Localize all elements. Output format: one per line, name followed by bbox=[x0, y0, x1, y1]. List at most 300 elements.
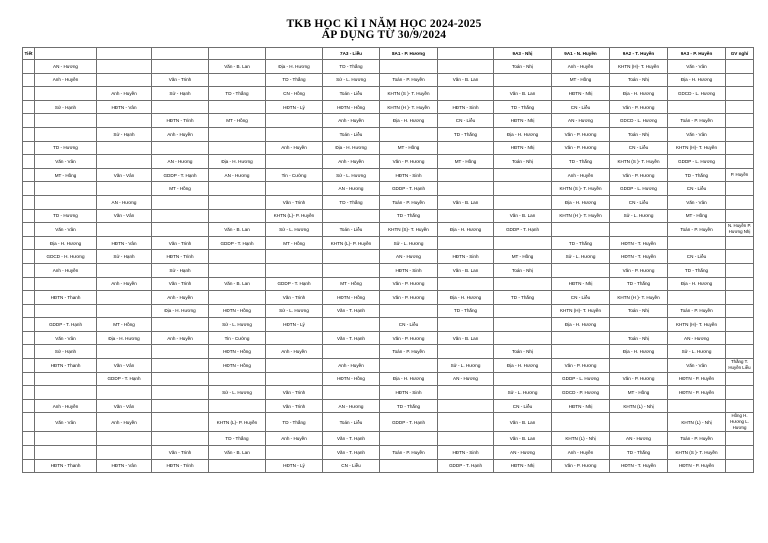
schedule-cell bbox=[23, 263, 35, 277]
schedule-cell: Văn - P. Hương bbox=[380, 277, 438, 291]
schedule-cell bbox=[35, 432, 97, 446]
schedule-cell bbox=[610, 413, 668, 432]
schedule-cell: Toán - Nhị bbox=[610, 73, 668, 87]
absent-teacher-cell: P. Huyền bbox=[726, 168, 754, 182]
schedule-cell: Văn - P. Hương bbox=[380, 331, 438, 345]
schedule-cell: HĐTN - Lý bbox=[266, 318, 323, 332]
schedule-cell bbox=[323, 209, 380, 223]
schedule-cell: GDCD - L. Hương bbox=[668, 87, 726, 101]
table-header-cell bbox=[438, 48, 494, 60]
schedule-cell: Văn - P. Hương bbox=[552, 359, 610, 373]
schedule-cell bbox=[552, 263, 610, 277]
schedule-cell: HĐTN - Hồng bbox=[209, 345, 266, 359]
schedule-cell bbox=[438, 168, 494, 182]
schedule-cell bbox=[438, 399, 494, 413]
schedule-cell: TD - Thắng bbox=[438, 304, 494, 318]
schedule-cell: MT - Hồng bbox=[552, 73, 610, 87]
schedule-cell bbox=[494, 372, 552, 386]
schedule-cell bbox=[97, 73, 152, 87]
schedule-cell bbox=[23, 60, 35, 74]
schedule-cell: MT - Hồng bbox=[438, 155, 494, 169]
schedule-cell bbox=[23, 168, 35, 182]
schedule-cell: HĐTN - Thanh bbox=[35, 459, 97, 473]
schedule-cell: GDDP - T. Hạnh bbox=[97, 372, 152, 386]
schedule-cell bbox=[494, 182, 552, 196]
absent-teacher-cell bbox=[726, 372, 754, 386]
schedule-cell: Văn - Vân bbox=[668, 195, 726, 209]
schedule-cell: Toán - Nhị bbox=[494, 60, 552, 74]
schedule-cell bbox=[610, 223, 668, 237]
table-header-cell: 9A3 - P. Huyền bbox=[668, 48, 726, 60]
schedule-cell: GDDP - T. Hạnh bbox=[152, 168, 209, 182]
schedule-cell bbox=[323, 263, 380, 277]
schedule-cell: Sử - Hạnh bbox=[152, 263, 209, 277]
schedule-cell bbox=[97, 114, 152, 128]
schedule-cell: Văn - P. Hương bbox=[380, 155, 438, 169]
absent-teacher-cell: Hồng H. Hương L. Hương bbox=[726, 413, 754, 432]
table-row bbox=[23, 291, 754, 305]
schedule-cell bbox=[23, 291, 35, 305]
schedule-cell: Toán - Nhị bbox=[610, 304, 668, 318]
schedule-cell bbox=[23, 223, 35, 237]
schedule-cell bbox=[266, 155, 323, 169]
schedule-cell bbox=[610, 318, 668, 332]
schedule-cell bbox=[323, 345, 380, 359]
schedule-cell bbox=[35, 127, 97, 141]
schedule-cell: Văn - T. Hạnh bbox=[323, 304, 380, 318]
schedule-cell: Anh - Huyền bbox=[323, 359, 380, 373]
schedule-cell bbox=[380, 459, 438, 473]
document-title: TKB HỌC KÌ I NĂM HỌC 2024-2025 bbox=[286, 18, 482, 30]
absent-teacher-cell bbox=[726, 318, 754, 332]
schedule-cell bbox=[494, 73, 552, 87]
schedule-cell: Anh - Huyền bbox=[552, 60, 610, 74]
schedule-cell: HĐTN - Trinh bbox=[152, 250, 209, 264]
schedule-cell: MT - Hồng bbox=[266, 236, 323, 250]
schedule-cell: HĐTN - Nhị bbox=[552, 87, 610, 101]
schedule-cell: TD - Thắng bbox=[552, 155, 610, 169]
absent-teacher-cell bbox=[726, 127, 754, 141]
schedule-cell: CN - Liễu bbox=[438, 114, 494, 128]
schedule-cell bbox=[209, 291, 266, 305]
schedule-cell: Văn - Vân bbox=[97, 209, 152, 223]
schedule-cell bbox=[438, 209, 494, 223]
table-header-cell: 9A3 - Nhị bbox=[494, 48, 552, 60]
schedule-cell: Văn - B. Lan bbox=[438, 73, 494, 87]
table-row bbox=[23, 318, 754, 332]
schedule-cell: Văn - B. Lan bbox=[494, 87, 552, 101]
schedule-cell: Văn - P. Hương bbox=[552, 141, 610, 155]
schedule-cell: AN - Hương bbox=[209, 168, 266, 182]
schedule-cell: Văn - B. Lan bbox=[209, 223, 266, 237]
schedule-cell bbox=[380, 359, 438, 373]
schedule-cell: CN - Liễu bbox=[610, 141, 668, 155]
table-header-row bbox=[23, 48, 754, 60]
schedule-cell: HĐTN - P. Huyền bbox=[668, 372, 726, 386]
schedule-cell bbox=[97, 291, 152, 305]
schedule-cell: CN - Hồng bbox=[266, 87, 323, 101]
schedule-cell bbox=[35, 304, 97, 318]
schedule-cell: Văn - P. Hương bbox=[610, 263, 668, 277]
schedule-cell: KHTN (L)- P. Huyền bbox=[266, 209, 323, 223]
schedule-cell: Toán - Liễu bbox=[323, 87, 380, 101]
schedule-cell: TD - Hương bbox=[35, 141, 97, 155]
schedule-cell: GDCD - H. Hương bbox=[35, 250, 97, 264]
schedule-cell: TD - Thắng bbox=[494, 291, 552, 305]
absent-teacher-cell: Thắng T. Huyền Liễu bbox=[726, 359, 754, 373]
schedule-cell: Anh - Huyền bbox=[266, 345, 323, 359]
schedule-cell: KHTN (L) - Nhị bbox=[552, 432, 610, 446]
schedule-cell: Văn - Vân bbox=[35, 413, 97, 432]
schedule-cell: Anh - Huyền bbox=[552, 446, 610, 460]
schedule-cell: KHTN (L)- P. Huyền bbox=[209, 413, 266, 432]
table-row bbox=[23, 359, 754, 373]
schedule-cell bbox=[23, 277, 35, 291]
schedule-cell bbox=[209, 372, 266, 386]
absent-teacher-cell bbox=[726, 399, 754, 413]
absent-teacher-cell: N. Huyền P. Hương Nhị bbox=[726, 223, 754, 237]
schedule-cell: Văn - Trinh bbox=[152, 236, 209, 250]
schedule-cell: AN - Hương bbox=[494, 446, 552, 460]
schedule-cell: Văn - Vân bbox=[97, 359, 152, 373]
schedule-cell: Anh - Huyền bbox=[152, 291, 209, 305]
absent-teacher-cell bbox=[726, 345, 754, 359]
schedule-cell: MT - Hồng bbox=[97, 318, 152, 332]
schedule-cell bbox=[323, 250, 380, 264]
schedule-cell: Sử - L. Hương bbox=[266, 304, 323, 318]
schedule-cell: MT - Hồng bbox=[209, 114, 266, 128]
schedule-cell bbox=[209, 127, 266, 141]
table-row bbox=[23, 155, 754, 169]
schedule-cell: CN - Liễu bbox=[494, 399, 552, 413]
table-header-cell bbox=[152, 48, 209, 60]
schedule-cell: AN - Hương bbox=[610, 432, 668, 446]
schedule-cell bbox=[35, 182, 97, 196]
schedule-cell: Văn - B. Lan bbox=[494, 432, 552, 446]
schedule-cell bbox=[152, 432, 209, 446]
table-header-cell: 8A1 - P. Hương bbox=[380, 48, 438, 60]
schedule-cell: GDDP - T. Hạnh bbox=[494, 223, 552, 237]
schedule-cell bbox=[266, 359, 323, 373]
schedule-cell: Văn - P. Hương bbox=[552, 127, 610, 141]
schedule-cell bbox=[266, 263, 323, 277]
schedule-cell bbox=[552, 331, 610, 345]
schedule-cell bbox=[323, 318, 380, 332]
schedule-cell: KHTN (H)- T. Huyền bbox=[668, 141, 726, 155]
schedule-cell: HĐTN - Nhị bbox=[552, 399, 610, 413]
schedule-cell bbox=[438, 277, 494, 291]
schedule-cell: Địa - H. Hương bbox=[438, 291, 494, 305]
absent-teacher-cell bbox=[726, 87, 754, 101]
absent-teacher-cell bbox=[726, 100, 754, 114]
schedule-cell: HĐTN - Sinh bbox=[380, 168, 438, 182]
schedule-cell: Anh - Huyền bbox=[35, 399, 97, 413]
schedule-cell: Sử - L. Hương bbox=[209, 318, 266, 332]
schedule-cell: Văn - Vân bbox=[35, 223, 97, 237]
schedule-cell bbox=[35, 114, 97, 128]
schedule-cell: HĐTN - Vân bbox=[97, 459, 152, 473]
schedule-cell bbox=[152, 195, 209, 209]
absent-teacher-cell bbox=[726, 331, 754, 345]
absent-teacher-cell bbox=[726, 236, 754, 250]
schedule-cell bbox=[209, 141, 266, 155]
schedule-cell: Toán - Nhị bbox=[494, 155, 552, 169]
schedule-cell: AN - Hương bbox=[97, 195, 152, 209]
table-row bbox=[23, 277, 754, 291]
schedule-cell bbox=[438, 182, 494, 196]
schedule-cell: Văn - B. Lan bbox=[209, 277, 266, 291]
schedule-cell: Sử - L. Hương bbox=[610, 209, 668, 223]
schedule-cell: HĐTN - P. Huyền bbox=[668, 386, 726, 400]
schedule-cell: AN - Hương bbox=[152, 155, 209, 169]
schedule-cell: MT - Hồng bbox=[380, 141, 438, 155]
schedule-cell: HĐTN - Hồng bbox=[323, 291, 380, 305]
schedule-cell: HĐTN - T. Huyền bbox=[610, 236, 668, 250]
schedule-cell: Toán - Nhị bbox=[610, 331, 668, 345]
table-row bbox=[23, 372, 754, 386]
schedule-cell: HĐTN - P. Huyền bbox=[668, 459, 726, 473]
schedule-cell: Văn - P. Hương bbox=[610, 372, 668, 386]
schedule-cell bbox=[23, 399, 35, 413]
schedule-cell bbox=[438, 87, 494, 101]
schedule-cell bbox=[97, 223, 152, 237]
schedule-cell bbox=[209, 195, 266, 209]
table-row bbox=[23, 345, 754, 359]
schedule-cell: KHTN (S )- T. Huyền bbox=[552, 182, 610, 196]
schedule-cell: HĐTN - Nhị bbox=[494, 114, 552, 128]
schedule-cell: Anh - Huyền bbox=[266, 141, 323, 155]
schedule-cell bbox=[35, 277, 97, 291]
schedule-cell: Văn - B. Lan bbox=[438, 331, 494, 345]
schedule-cell bbox=[152, 223, 209, 237]
schedule-cell: Sử - L. Hương bbox=[323, 73, 380, 87]
schedule-cell: Sử - L. Hương bbox=[266, 223, 323, 237]
schedule-cell: TD - Hương bbox=[35, 209, 97, 223]
schedule-cell bbox=[35, 386, 97, 400]
schedule-cell: Văn - Trinh bbox=[152, 446, 209, 460]
schedule-cell: Toán - Nhị bbox=[494, 345, 552, 359]
schedule-cell: GDDP - T. Hạnh bbox=[35, 318, 97, 332]
schedule-cell: Toán - Liễu bbox=[323, 127, 380, 141]
schedule-cell bbox=[97, 60, 152, 74]
table-row bbox=[23, 263, 754, 277]
schedule-cell: GDDP - L. Hương bbox=[610, 182, 668, 196]
schedule-cell: Văn - P. Hương bbox=[610, 168, 668, 182]
table-row bbox=[23, 182, 754, 196]
schedule-cell bbox=[209, 399, 266, 413]
table-row bbox=[23, 399, 754, 413]
absent-teacher-cell bbox=[726, 432, 754, 446]
schedule-cell: TD - Thắng bbox=[668, 168, 726, 182]
schedule-cell bbox=[35, 372, 97, 386]
schedule-cell: HĐTN - Sinh bbox=[438, 100, 494, 114]
table-header-cell: 9A2 - T. Huyền bbox=[610, 48, 668, 60]
schedule-cell bbox=[97, 432, 152, 446]
schedule-cell: HĐTN - Nhị bbox=[552, 277, 610, 291]
schedule-cell: GDDP - T. Hạnh bbox=[380, 182, 438, 196]
schedule-cell: KHTN (L) - Nhị bbox=[668, 413, 726, 432]
schedule-cell bbox=[97, 141, 152, 155]
schedule-cell: Toán - P. Huyền bbox=[668, 304, 726, 318]
table-row bbox=[23, 236, 754, 250]
schedule-cell: Anh - Huyền bbox=[552, 168, 610, 182]
schedule-cell: Địa - H. Hương bbox=[552, 195, 610, 209]
absent-teacher-cell bbox=[726, 446, 754, 460]
schedule-cell: Anh - Huyền bbox=[323, 155, 380, 169]
schedule-cell: AN - Hương bbox=[323, 399, 380, 413]
schedule-cell bbox=[380, 432, 438, 446]
schedule-cell: Anh - Huyền bbox=[35, 73, 97, 87]
schedule-cell bbox=[209, 209, 266, 223]
schedule-cell bbox=[23, 127, 35, 141]
schedule-cell: Văn - T. Hạnh bbox=[323, 432, 380, 446]
schedule-cell bbox=[494, 236, 552, 250]
schedule-cell: Sử - Hạnh bbox=[97, 250, 152, 264]
schedule-cell bbox=[152, 372, 209, 386]
schedule-cell: HĐTN - Lý bbox=[266, 100, 323, 114]
schedule-cell: Sử - Hạnh bbox=[35, 100, 97, 114]
schedule-cell: Văn - Vân bbox=[668, 359, 726, 373]
schedule-cell: HĐTN - Sinh bbox=[380, 263, 438, 277]
schedule-cell: Văn - B. Lan bbox=[209, 446, 266, 460]
schedule-cell: AN - Hương bbox=[323, 182, 380, 196]
schedule-cell: Văn - T. Hạnh bbox=[323, 446, 380, 460]
schedule-cell: MT - Hồng bbox=[152, 182, 209, 196]
schedule-cell: Địa - H. Hương bbox=[668, 73, 726, 87]
schedule-cell bbox=[152, 386, 209, 400]
table-row bbox=[23, 223, 754, 237]
schedule-cell bbox=[23, 459, 35, 473]
schedule-cell: GDCD - P. Hương bbox=[552, 386, 610, 400]
schedule-cell bbox=[209, 459, 266, 473]
schedule-cell bbox=[23, 141, 35, 155]
schedule-cell bbox=[380, 304, 438, 318]
schedule-cell bbox=[23, 372, 35, 386]
schedule-cell: HĐTN - Hồng bbox=[323, 372, 380, 386]
schedule-cell bbox=[668, 399, 726, 413]
schedule-cell: HĐTN - T. Huyền bbox=[610, 250, 668, 264]
table-row bbox=[23, 250, 754, 264]
schedule-cell bbox=[97, 304, 152, 318]
schedule-cell: Địa - H. Hương bbox=[152, 304, 209, 318]
absent-teacher-cell bbox=[726, 304, 754, 318]
schedule-cell: Văn - B. Lan bbox=[438, 195, 494, 209]
schedule-cell bbox=[494, 331, 552, 345]
schedule-cell bbox=[266, 127, 323, 141]
schedule-cell: HĐTN - T. Huyền bbox=[610, 459, 668, 473]
schedule-cell: CN - Liễu bbox=[323, 459, 380, 473]
schedule-cell: Văn - P. Hương bbox=[552, 459, 610, 473]
absent-teacher-cell bbox=[726, 209, 754, 223]
schedule-cell bbox=[438, 413, 494, 432]
schedule-cell bbox=[209, 100, 266, 114]
schedule-cell: HĐTN - Sinh bbox=[438, 446, 494, 460]
schedule-cell: Địa - H. Hương bbox=[209, 155, 266, 169]
schedule-cell: TD - Thắng bbox=[380, 399, 438, 413]
schedule-cell: Anh - Huyền bbox=[97, 277, 152, 291]
schedule-cell bbox=[23, 195, 35, 209]
table-header-cell bbox=[97, 48, 152, 60]
schedule-cell bbox=[152, 100, 209, 114]
schedule-cell: Văn - Vân bbox=[35, 331, 97, 345]
schedule-cell: Toán - P. Huyền bbox=[380, 446, 438, 460]
schedule-cell bbox=[668, 291, 726, 305]
schedule-cell bbox=[438, 141, 494, 155]
schedule-cell: Sử - L. Hương bbox=[380, 236, 438, 250]
schedule-cell: GDDP - L. Hương bbox=[552, 372, 610, 386]
schedule-cell bbox=[552, 413, 610, 432]
schedule-cell: Địa - H. Hương bbox=[610, 345, 668, 359]
schedule-cell bbox=[380, 127, 438, 141]
schedule-cell: KHTN (L) - Nhị bbox=[610, 399, 668, 413]
absent-teacher-cell bbox=[726, 73, 754, 87]
schedule-cell bbox=[209, 263, 266, 277]
schedule-cell: CN - Liễu bbox=[552, 291, 610, 305]
schedule-cell: Sử - L. Hương bbox=[323, 168, 380, 182]
schedule-cell: AN - Hương bbox=[668, 331, 726, 345]
schedule-cell bbox=[152, 399, 209, 413]
schedule-cell: Địa - H. Hương bbox=[438, 223, 494, 237]
absent-teacher-cell bbox=[726, 182, 754, 196]
schedule-cell: Sử - L. Hương bbox=[552, 250, 610, 264]
schedule-cell bbox=[323, 386, 380, 400]
absent-teacher-cell bbox=[726, 250, 754, 264]
schedule-cell: Địa - H. Hương bbox=[323, 141, 380, 155]
schedule-cell: Văn - B. Lan bbox=[209, 60, 266, 74]
schedule-cell: Sử - L. Hương bbox=[209, 386, 266, 400]
schedule-cell bbox=[23, 432, 35, 446]
schedule-cell bbox=[494, 304, 552, 318]
schedule-cell bbox=[610, 359, 668, 373]
schedule-cell bbox=[152, 359, 209, 373]
schedule-cell: Văn - B. Lan bbox=[438, 263, 494, 277]
absent-teacher-cell bbox=[726, 60, 754, 74]
schedule-cell: Văn - B. Lan bbox=[494, 209, 552, 223]
table-row bbox=[23, 432, 754, 446]
schedule-cell bbox=[152, 345, 209, 359]
schedule-cell bbox=[438, 432, 494, 446]
schedule-cell bbox=[23, 446, 35, 460]
schedule-cell: Địa - H. Hương bbox=[494, 127, 552, 141]
schedule-cell: Toán - P. Huyền bbox=[668, 223, 726, 237]
schedule-cell: GDDP - T. Hạnh bbox=[209, 236, 266, 250]
schedule-cell: Toán - Nhị bbox=[494, 263, 552, 277]
schedule-cell bbox=[23, 345, 35, 359]
schedule-cell bbox=[494, 168, 552, 182]
schedule-cell: Văn - T. Hạnh bbox=[323, 331, 380, 345]
schedule-cell: HĐTN - Vân bbox=[97, 236, 152, 250]
schedule-cell bbox=[23, 304, 35, 318]
schedule-cell: Anh - Huyền bbox=[152, 127, 209, 141]
schedule-cell bbox=[438, 60, 494, 74]
schedule-cell: Văn - Trinh bbox=[266, 386, 323, 400]
schedule-cell bbox=[266, 446, 323, 460]
schedule-cell: KHTN (S )- T. Huyền bbox=[668, 446, 726, 460]
schedule-cell: Anh - Huyền bbox=[152, 331, 209, 345]
schedule-cell bbox=[552, 223, 610, 237]
table-row bbox=[23, 114, 754, 128]
schedule-cell: AN - Hương bbox=[380, 250, 438, 264]
table-header-cell bbox=[266, 48, 323, 60]
schedule-cell: Địa - H. Hương bbox=[610, 87, 668, 101]
table-row bbox=[23, 60, 754, 74]
schedule-cell bbox=[23, 413, 35, 432]
document-subtitle: ÁP DỤNG TỪ 30/9/2024 bbox=[321, 29, 447, 41]
schedule-cell bbox=[23, 331, 35, 345]
schedule-cell: Văn - Vân bbox=[668, 127, 726, 141]
schedule-cell bbox=[266, 250, 323, 264]
schedule-cell: Sử - Hạnh bbox=[97, 127, 152, 141]
